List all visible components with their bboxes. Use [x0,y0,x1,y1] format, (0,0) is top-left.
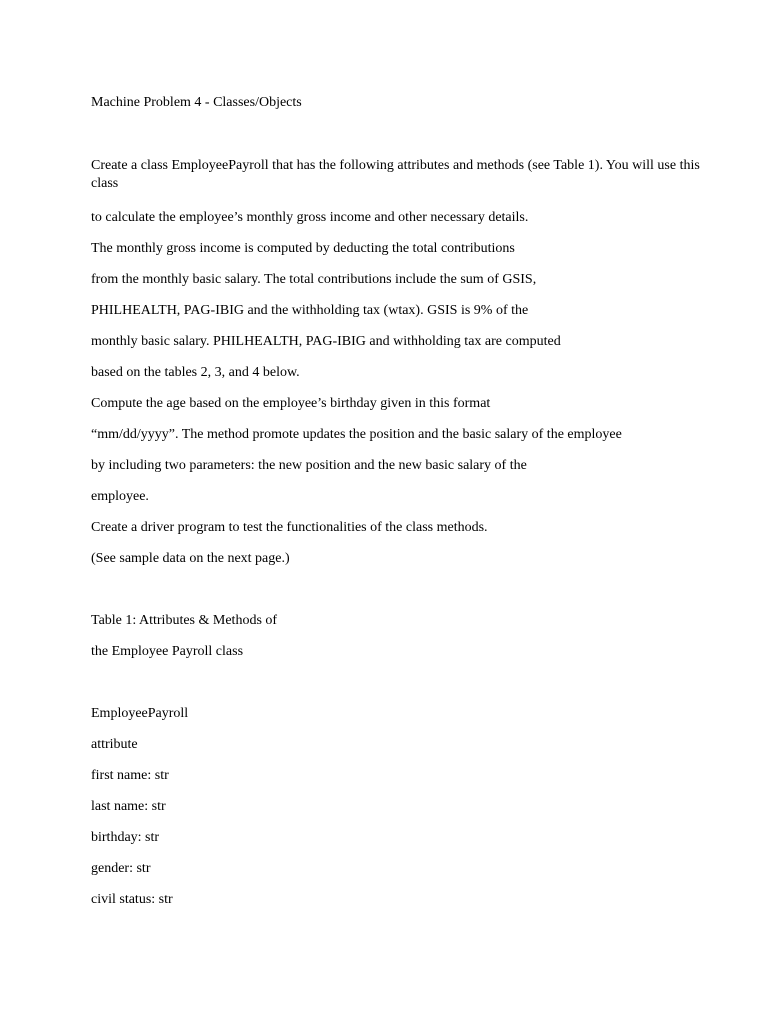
attribute-item: gender: str [91,861,151,876]
page-title: Machine Problem 4 - Classes/Objects [91,95,302,110]
paragraph-line: “mm/dd/yyyy”. The method promote updates the position and the basic salary of the employee [91,427,622,442]
attribute-item: last name: str [91,799,166,814]
paragraph-line: monthly basic salary. PHILHEALTH, PAG-IBIG and withholding tax are computed [91,334,561,349]
paragraph-line: based on the tables 2, 3, and 4 below. [91,365,300,380]
paragraph-line: Create a class EmployeePayroll that has the following attributes and methods (see Table 1). You will use this class [91,158,700,191]
paragraph-line: to calculate the employee’s monthly gross income and other necessary details. [91,210,529,225]
attribute-item: civil status: str [91,892,173,907]
table-caption: the Employee Payroll class [91,644,244,659]
class-name: EmployeePayroll [91,706,189,721]
section-label: attribute [91,737,138,752]
paragraph-line: Create a driver program to test the functionalities of the class methods. [91,520,488,535]
table-caption: Table 1: Attributes & Methods of [91,613,278,628]
paragraph-line: The monthly gross income is computed by deducting the total contributions [91,241,515,256]
paragraph-line: by including two parameters: the new position and the new basic salary of the [91,458,527,473]
paragraph-line: employee. [91,489,149,504]
attribute-item: first name: str [91,768,169,783]
paragraph-line: (See sample data on the next page.) [91,551,290,566]
paragraph-line: PHILHEALTH, PAG-IBIG and the withholding tax (wtax). GSIS is 9% of the [91,303,529,318]
paragraph-line: from the monthly basic salary. The total contributions include the sum of GSIS, [91,272,537,287]
paragraph-line: Compute the age based on the employee’s birthday given in this format [91,396,491,411]
attribute-item: birthday: str [91,830,160,845]
